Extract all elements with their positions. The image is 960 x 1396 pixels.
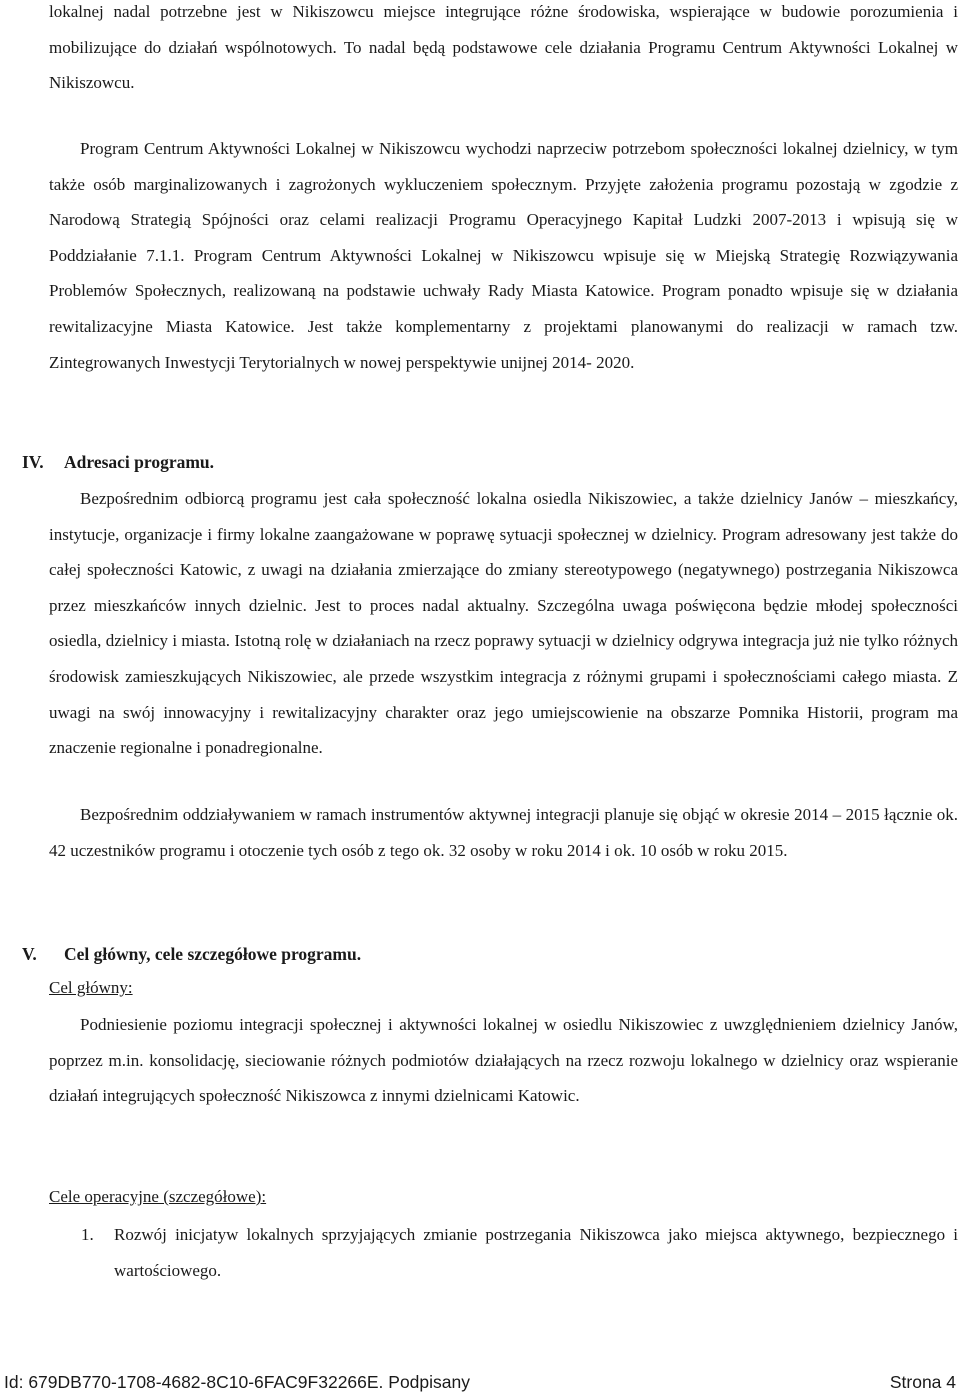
section-heading-iv xyxy=(22,452,214,473)
paragraph-participants: Bezpośrednim oddziaływaniem w ramach instrumentów aktywnej integracji planuje się objąć w okresie 2014 – 2015 łącznie ok. 42 uczestników programu i otoczenie tych osób z tego ok. 32 osoby w roku 2014 i ok. 10 osób w roku 2015. xyxy=(49,805,958,860)
section-title: Cel główny, cele szczegółowe programu. xyxy=(64,944,362,964)
list-item-text: Rozwój inicjatyw lokalnych sprzyjających zmianie postrzegania Nikiszowca jako miejsca aktywnego, bezpiecznego i wartościowego. xyxy=(114,1225,958,1280)
paragraph-program-description: Program Centrum Aktywności Lokalnej w Nikiszowcu wychodzi naprzeciw potrzebom społeczności lokalnej dzielnicy, w tym także osób marginalizowanych i zagrożonych wykluczeniem społecznym. Przyjęte założenia programu pozostają w zgodzie z Narodową Strategią Spójności oraz celami realizacji Programu Operacyjnego Kapitał Ludzki 2007-2013 i wpisują się w Poddziałanie 7.1.1. Program Centrum Aktywności Lokalnej w Nikiszowcu wpisuje się w Miejską Strategię Rozwiązywania Problemów Społecznych, realizowaną na podstawie uchwały Rady Miasta Katowice. Program ponadto wpisuje się w działania rewitalizacyjne Miasta Katowice. Jest także komplementarny z projektami planowanymi do realizacji w ramach tzw. Zintegrowanych Inwestycji Terytorialnych w nowej perspektywie unijnej 2014- 2020. xyxy=(49,139,958,372)
section-number: IV. xyxy=(22,452,44,472)
section-title: Adresaci programu. xyxy=(64,452,215,472)
paragraph-main-goal: Podniesienie poziomu integracji społecznej i aktywności lokalnej w osiedlu Nikiszowiec z uwzględnieniem dzielnicy Janów, poprzez m.in. konsolidację, sieciowanie różnych podmiotów działających na rzecz rozwoju lokalnego w dzielnicy oraz wspieranie działań integrujących społeczność Nikiszowca z innymi dzielnicami Katowic. xyxy=(49,1015,958,1106)
subheading-operational-goals: Cele operacyjne (szczegółowe): xyxy=(49,1187,267,1206)
footer-page-number: Strona 4 xyxy=(889,1372,956,1392)
subheading-main-goal: Cel główny: xyxy=(49,978,133,997)
list-item-number: 1. xyxy=(81,1225,94,1244)
list-item xyxy=(81,1217,958,1288)
section-number: V. xyxy=(22,944,37,964)
section-heading-v xyxy=(22,944,361,965)
footer-document-id: Id: 679DB770-1708-4682-8C10-6FAC9F32266E. Podpisany xyxy=(4,1372,471,1392)
paragraph-intro: lokalnej nadal potrzebne jest w Nikiszowcu miejsce integrujące różne środowiska, wspierające w budowie porozumienia i mobilizujące do działań wspólnotowych. To nadal będą podstawowe cele działania Programu Centrum Aktywności Lokalnej w Nikiszowcu. xyxy=(49,2,958,93)
paragraph-recipients: Bezpośrednim odbiorcą programu jest cała społeczność lokalna osiedla Nikiszowiec, a także dzielnicy Janów – mieszkańcy, instytucje, organizacje i firmy lokalne zaangażowane w poprawę sytuacji społecznej w dzielnicy. Program adresowany jest także do całej społeczności Katowic, z uwagi na działania zmierzające do zmiany stereotypowego (negatywnego) postrzegania Nikiszowca przez mieszkańców innych dzielnic. Jest to proces nadal aktualny. Szczególna uwaga poświęcona będzie młodej społeczności osiedla, dzielnicy i miasta. Istotną rolę w działaniach na rzecz poprawy sytuacji w dzielnicy odgrywa integracja już nie tylko różnych środowisk zamieszkujących Nikiszowiec, ale przede wszystkim integracja z różnymi grupami i społecznościami całego miasta. Z uwagi na swój innowacyjny i rewitalizacyjny charakter oraz jego umiejscowienie na obszarze Pomnika Historii, program ma znaczenie regionalne i ponadregionalne. xyxy=(49,489,958,758)
